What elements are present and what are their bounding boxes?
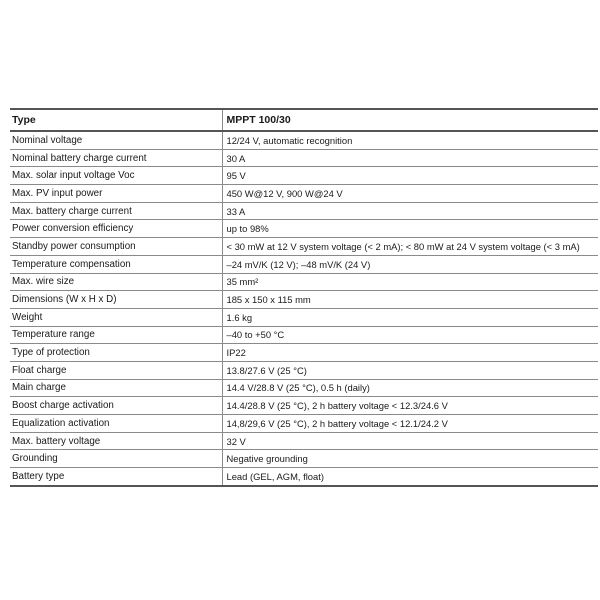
table-row xyxy=(10,220,598,238)
table-row xyxy=(10,432,598,450)
row-label: Temperature range xyxy=(10,326,222,344)
row-label: Max. battery charge current xyxy=(10,202,222,220)
row-label: Dimensions (W x H x D) xyxy=(10,291,222,309)
header-label: Type xyxy=(12,114,36,126)
row-value: –24 mV/K (12 V); –48 mV/K (24 V) xyxy=(222,255,598,273)
table-row xyxy=(10,397,598,415)
row-value: Negative grounding xyxy=(222,450,598,468)
row-value: –40 to +50 °C xyxy=(222,326,598,344)
row-label: Type of protection xyxy=(10,344,222,362)
row-label: Standby power consumption xyxy=(10,238,222,256)
row-value: < 30 mW at 12 V system voltage (< 2 mA); < 80 mW at 24 V system voltage (< 3 mA) xyxy=(222,238,598,256)
row-value: 13.8/27.6 V (25 °C) xyxy=(222,361,598,379)
row-label: Weight xyxy=(10,308,222,326)
table-row xyxy=(10,415,598,433)
table-row xyxy=(10,185,598,203)
row-value: 185 x 150 x 115 mm xyxy=(222,291,598,309)
header-value: MPPT 100/30 xyxy=(222,109,598,131)
table-header-row xyxy=(10,109,598,131)
table-row xyxy=(10,202,598,220)
row-value: 14.4/28.8 V (25 °C), 2 h battery voltage < 12.3/24.6 V xyxy=(222,397,598,415)
table-row xyxy=(10,255,598,273)
spec-table xyxy=(10,108,598,487)
table-row xyxy=(10,379,598,397)
table-row xyxy=(10,238,598,256)
row-label: Equalization activation xyxy=(10,415,222,433)
row-label: Nominal voltage xyxy=(10,131,222,149)
table-row xyxy=(10,149,598,167)
table-row xyxy=(10,326,598,344)
row-label: Temperature compensation xyxy=(10,255,222,273)
row-label: Main charge xyxy=(10,379,222,397)
table-row xyxy=(10,361,598,379)
row-value: 30 A xyxy=(222,149,598,167)
row-value: 95 V xyxy=(222,167,598,185)
table-row xyxy=(10,167,598,185)
table-row xyxy=(10,468,598,486)
row-label: Max. wire size xyxy=(10,273,222,291)
row-value: 33 A xyxy=(222,202,598,220)
table-row xyxy=(10,450,598,468)
table-row xyxy=(10,131,598,149)
table-row xyxy=(10,273,598,291)
row-value: up to 98% xyxy=(222,220,598,238)
row-label: Grounding xyxy=(10,450,222,468)
row-label: Power conversion efficiency xyxy=(10,220,222,238)
row-value: 32 V xyxy=(222,432,598,450)
table-row xyxy=(10,308,598,326)
row-label: Battery type xyxy=(10,468,222,486)
row-value: 1.6 kg xyxy=(222,308,598,326)
row-label: Max. battery voltage xyxy=(10,432,222,450)
row-value: 12/24 V, automatic recognition xyxy=(222,131,598,149)
row-value: IP22 xyxy=(222,344,598,362)
row-label: Max. solar input voltage Voc xyxy=(10,167,222,185)
row-value: 14,8/29,6 V (25 °C), 2 h battery voltage < 12.1/24.2 V xyxy=(222,415,598,433)
row-value: 450 W@12 V, 900 W@24 V xyxy=(222,185,598,203)
row-value: Lead (GEL, AGM, float) xyxy=(222,468,598,486)
table-row xyxy=(10,344,598,362)
row-label: Max. PV input power xyxy=(10,185,222,203)
row-label: Float charge xyxy=(10,361,222,379)
row-label: Boost charge activation xyxy=(10,397,222,415)
row-label: Nominal battery charge current xyxy=(10,149,222,167)
row-value: 14.4 V/28.8 V (25 °C), 0.5 h (daily) xyxy=(222,379,598,397)
row-value: 35 mm² xyxy=(222,273,598,291)
table-row xyxy=(10,291,598,309)
